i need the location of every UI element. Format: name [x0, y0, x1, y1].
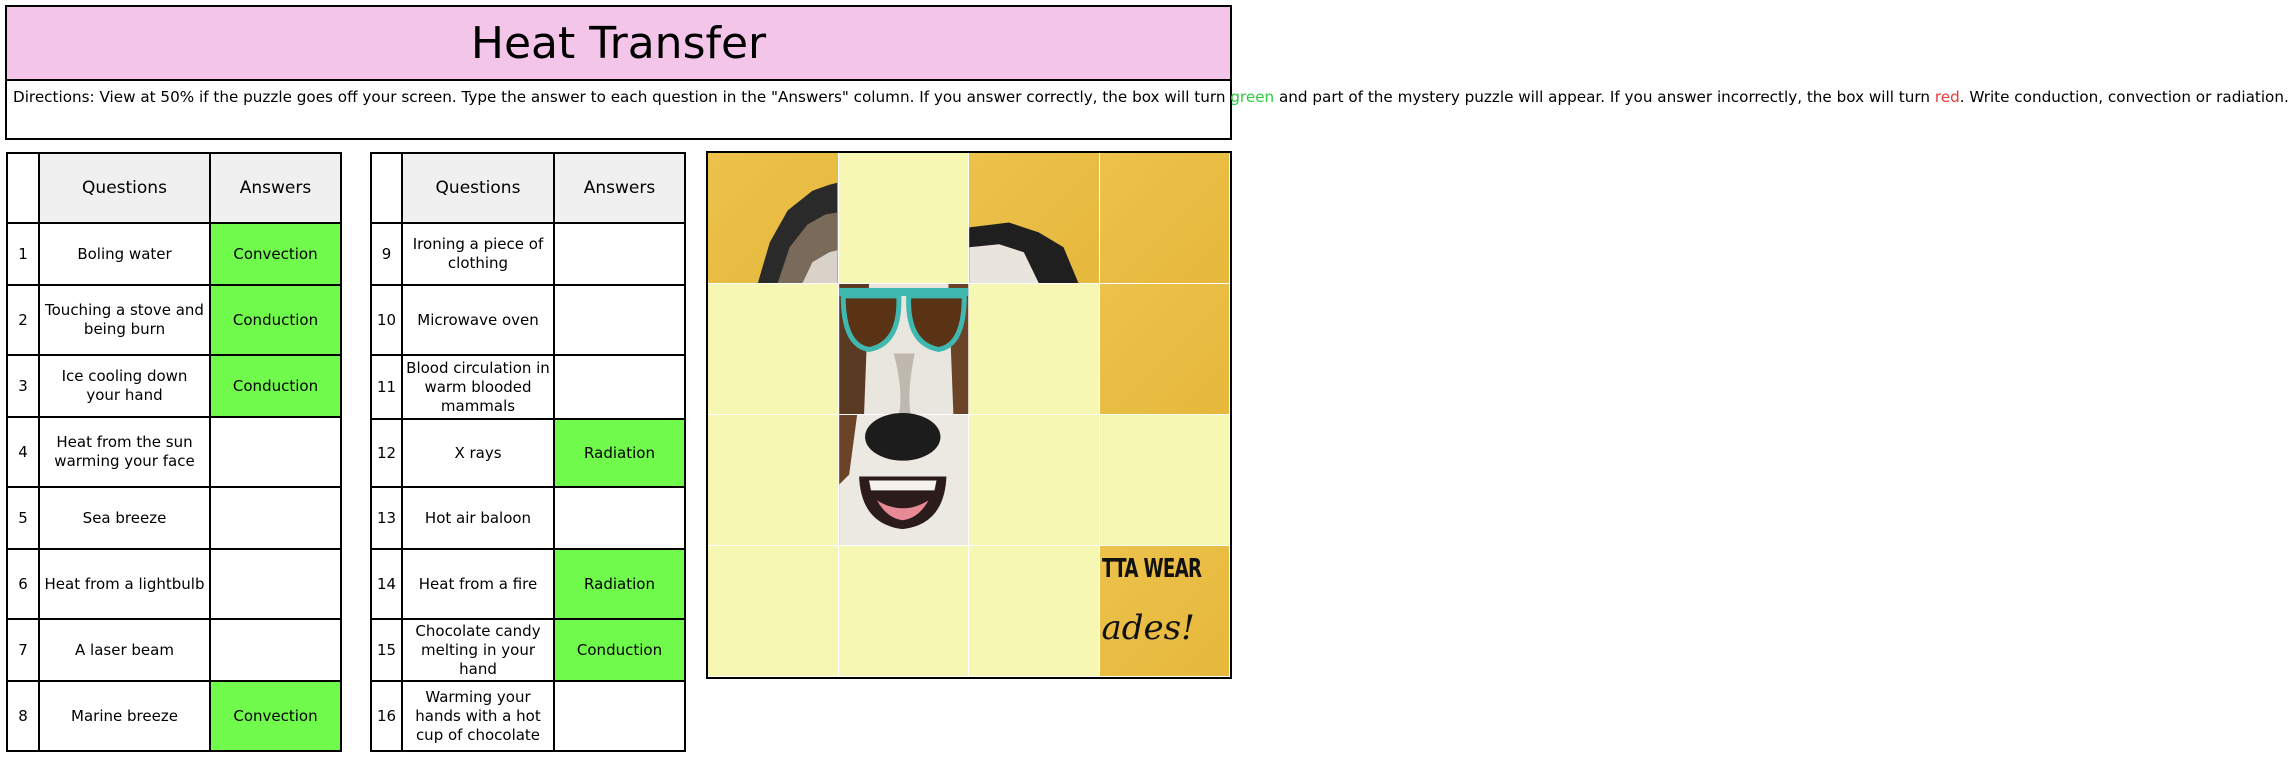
- puzzle-tile-dog-ear-right: [969, 153, 1100, 284]
- table-row: [7, 549, 341, 619]
- question-number: 2: [7, 285, 39, 355]
- question-text: A laser beam: [39, 619, 210, 681]
- answer-cell[interactable]: Conduction: [210, 285, 341, 355]
- table-row: [371, 549, 685, 619]
- question-number: 5: [7, 487, 39, 549]
- question-text: Boling water: [39, 223, 210, 285]
- answer-cell[interactable]: [554, 487, 685, 549]
- shirt-text-line2: ades!: [1101, 608, 1195, 648]
- question-number: 10: [371, 285, 402, 355]
- puzzle-tile-hidden: [708, 284, 839, 415]
- directions-part2: and part of the mystery puzzle will appear. If you answer incorrectly, the box will turn: [1274, 88, 1935, 106]
- table-row: [371, 285, 685, 355]
- question-number: 1: [7, 223, 39, 285]
- number-header: [371, 153, 402, 223]
- table-row: [371, 223, 685, 285]
- table-row: [371, 487, 685, 549]
- puzzle-tile-hidden: [708, 415, 839, 546]
- table-row: [371, 681, 685, 751]
- table-row: [7, 619, 341, 681]
- answer-cell[interactable]: [210, 619, 341, 681]
- answer-cell[interactable]: Convection: [210, 223, 341, 285]
- question-text: Sea breeze: [39, 487, 210, 549]
- puzzle-tile-dog-nose: [839, 415, 970, 546]
- table-row: [7, 417, 341, 487]
- questions-table-2: [370, 152, 686, 752]
- table-row: [7, 487, 341, 549]
- question-text: Chocolate candy melting in your hand: [402, 619, 554, 681]
- table-row: [7, 681, 341, 751]
- answer-cell[interactable]: [554, 285, 685, 355]
- question-text: X rays: [402, 419, 554, 487]
- answer-cell[interactable]: [210, 549, 341, 619]
- puzzle-tile-hidden: [969, 415, 1100, 546]
- answer-cell[interactable]: [210, 487, 341, 549]
- answer-cell[interactable]: Conduction: [554, 619, 685, 681]
- mystery-puzzle: [706, 151, 1232, 679]
- puzzle-tile-hidden: [839, 546, 970, 677]
- puzzle-tile-yellow: [1100, 284, 1231, 415]
- question-number: 11: [371, 355, 402, 419]
- answer-cell[interactable]: [554, 355, 685, 419]
- question-number: 3: [7, 355, 39, 417]
- answer-cell[interactable]: [210, 417, 341, 487]
- number-header: [7, 153, 39, 223]
- question-text: Touching a stove and being burn: [39, 285, 210, 355]
- questions-header: Questions: [39, 153, 210, 223]
- question-number: 7: [7, 619, 39, 681]
- puzzle-tile-hidden: [1100, 415, 1231, 546]
- questions-table-1: [6, 152, 342, 752]
- table-row: [371, 419, 685, 487]
- question-number: 14: [371, 549, 402, 619]
- page-title: Heat Transfer: [5, 5, 1232, 81]
- puzzle-tile-shirt-text: [1100, 546, 1231, 677]
- question-text: Heat from a lightbulb: [39, 549, 210, 619]
- question-text: Ice cooling down your hand: [39, 355, 210, 417]
- puzzle-tile-yellow: [1100, 153, 1231, 284]
- directions-red-word: red: [1934, 88, 1960, 106]
- answer-cell[interactable]: Radiation: [554, 549, 685, 619]
- puzzle-tile-dog-ear-left: [708, 153, 839, 284]
- answer-cell[interactable]: Convection: [210, 681, 341, 751]
- question-text: Heat from a fire: [402, 549, 554, 619]
- directions-part3: . Write conduction, convection or radiation.: [1959, 88, 2289, 106]
- directions-green-word: green: [1230, 88, 1275, 106]
- puzzle-tile-hidden: [708, 546, 839, 677]
- table-row: [7, 223, 341, 285]
- puzzle-tile-hidden: [969, 284, 1100, 415]
- table-row: [371, 619, 685, 681]
- question-text: Microwave oven: [402, 285, 554, 355]
- question-number: 13: [371, 487, 402, 549]
- answers-header: Answers: [554, 153, 685, 223]
- questions-header: Questions: [402, 153, 554, 223]
- table-row: [7, 355, 341, 417]
- question-text: Warming your hands with a hot cup of chocolate: [402, 681, 554, 751]
- table-row: [7, 285, 341, 355]
- shirt-text-line1: TTA WEAR: [1101, 554, 1201, 584]
- question-text: Heat from the sun warming your face: [39, 417, 210, 487]
- question-number: 15: [371, 619, 402, 681]
- question-text: Ironing a piece of clothing: [402, 223, 554, 285]
- puzzle-tile-hidden: [969, 546, 1100, 677]
- question-number: 8: [7, 681, 39, 751]
- puzzle-tile-hidden: [839, 153, 970, 284]
- question-text: Blood circulation in warm blooded mammals: [402, 355, 554, 419]
- answer-cell[interactable]: Conduction: [210, 355, 341, 417]
- table-row: [371, 355, 685, 419]
- directions-part1: Directions: View at 50% if the puzzle goes off your screen. Type the answer to each question in the "Answers" column. If you answer correctly, the box will turn: [13, 88, 1231, 106]
- question-number: 16: [371, 681, 402, 751]
- question-number: 4: [7, 417, 39, 487]
- question-text: Marine breeze: [39, 681, 210, 751]
- puzzle-tile-dog-sunglasses: [839, 284, 970, 415]
- answer-cell[interactable]: [554, 223, 685, 285]
- answer-cell[interactable]: Radiation: [554, 419, 685, 487]
- question-text: Hot air baloon: [402, 487, 554, 549]
- question-number: 9: [371, 223, 402, 285]
- answers-header: Answers: [210, 153, 341, 223]
- question-number: 6: [7, 549, 39, 619]
- question-number: 12: [371, 419, 402, 487]
- answer-cell[interactable]: [554, 681, 685, 751]
- directions-text: [5, 79, 2289, 140]
